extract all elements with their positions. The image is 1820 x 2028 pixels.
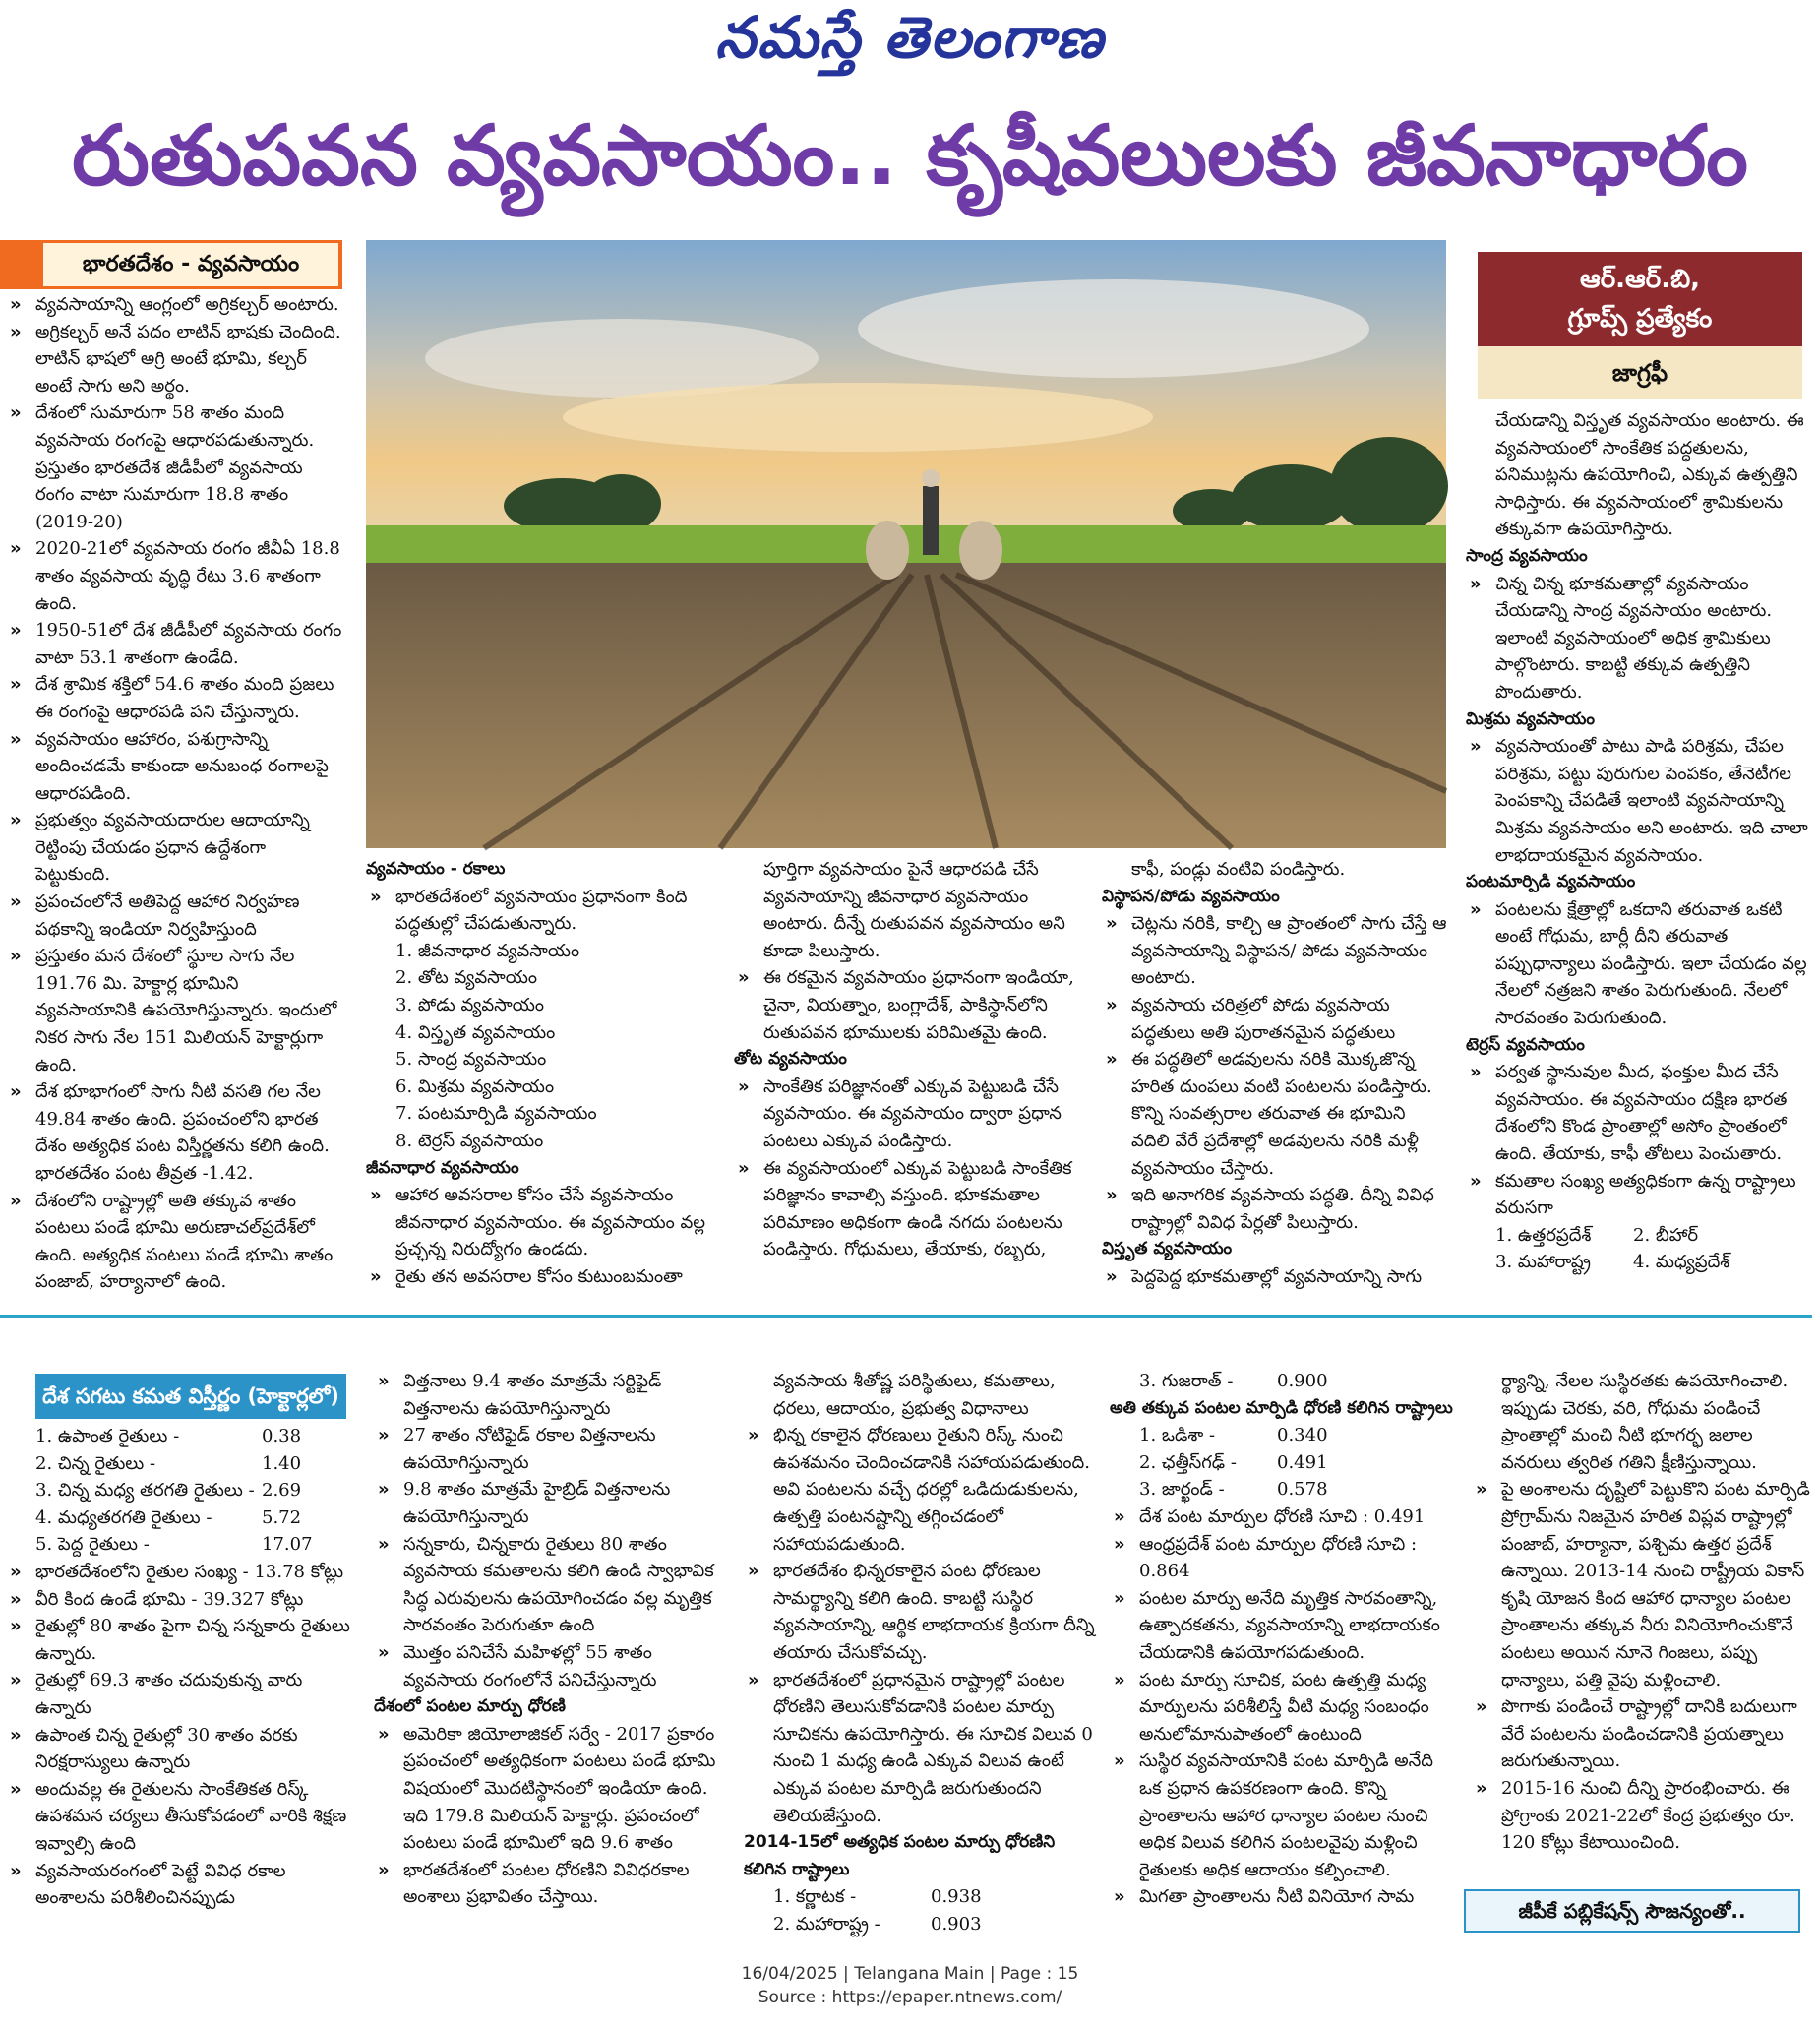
bullet-para: » రైతుల్లో 69.3 శాతం చదువుకున్న వారు ఉన్నారు — [6, 1667, 358, 1721]
row-value: 17.07 — [262, 1534, 313, 1556]
table-row — [6, 1450, 358, 1478]
bullet-para: » వ్యవసాయం ఆహారం, పశుగ్రాసాన్ని అందించడమే కాకుండా అనుబంధ రంగాలపై ఆధారపడింది. — [6, 726, 344, 808]
subheading: పంటమార్పిడి వ్యవసాయం — [1466, 872, 1636, 892]
bullet-para: » భారతదేశంలో ప్రధానమైన రాష్ట్రాల్లో పంటల ధోరణిని తెలుసుకోవడానికి పంటల మార్పు సూచికను ఉపయోగిస్తారు. ఈ సూచిక విలువ 0 నుంచి 1 మధ్య ఉండి ఎక్కువ విలువ ఉంటే ఎక్కువ పంటల మార్పిడి జరుగుతుందని తెలియజేస్తుంది. — [744, 1667, 1100, 1830]
row-label: 1. కర్ణాటక - — [773, 1886, 857, 1908]
bullet-para: » దేశ భూభాగంలో సాగు నీటి వసతి గల నేల 49.84 శాతం ఉంది. ప్రపంచంలోని భారత దేశం అత్యధిక పంట విస్తీర్ణతను కలిగి ఉంది. భారతదేశం పంట తీవ్రత -1.42. — [6, 1078, 344, 1187]
state-item: 4. మధ్యప్రదేశ్ — [1633, 1252, 1730, 1273]
rrb-groups-badge — [1478, 252, 1802, 399]
bullet-para: » భారతదేశంలో పంటల ధోరణిని వివిధరకాల అంశాలు ప్రభావితం చేస్తాయి. — [374, 1857, 730, 1911]
subheading: విస్తృత వ్యవసాయం — [1102, 1239, 1233, 1260]
row-value: 0.578 — [1277, 1479, 1328, 1501]
bullet-para: » ఈ రకమైన వ్యవసాయం ప్రధానంగా ఇండియా, చైనా, వియత్నాం, బంగ్లాదేశ్, పాకిస్థాన్‌లోని రుతుపవన భూములకు పరిమితమై ఉంది. — [734, 964, 1090, 1046]
bullet-para: » భారతదేశంలోని రైతుల సంఖ్య - 13.78 కోట్లు — [6, 1559, 358, 1586]
list-item: 4. విస్తృత వ్యవసాయం — [395, 1021, 556, 1043]
bottom-column-4 — [1110, 1368, 1460, 1908]
column-5 — [1466, 407, 1810, 1297]
row-value: 0.903 — [931, 1913, 982, 1935]
rrb-line1: ఆర్.ఆర్.బి, — [1579, 265, 1700, 294]
farmer-ploughing-photo — [366, 240, 1446, 848]
state-item: 3. మహారాష్ట్ర — [1495, 1252, 1591, 1273]
section-divider — [0, 1315, 1812, 1318]
list-item — [1466, 1249, 1810, 1276]
column-2 — [366, 856, 746, 1299]
row-label: 3. జార్ఖండ్ - — [1139, 1479, 1225, 1501]
subheading: సాంద్ర వ్యవసాయం — [1466, 545, 1588, 566]
row-label: 5. పెద్ద రైతులు - — [35, 1534, 150, 1556]
rrb-badge-top — [1478, 252, 1802, 346]
bullet-para: » వ్యవసాయరంగంలో పెట్టే వివిధ రకాల అంశాలను పరిశీలించినప్పుడు — [6, 1858, 358, 1912]
subheading: 2014-15లో అత్యధిక పంటల మార్పు ధోరణిని కలిగిన రాష్ట్రాలు — [744, 1832, 1056, 1879]
bullet-para: » 1950-51లో దేశ జీడీపీలో వ్యవసాయ రంగం వాటా 53.1 శాతంగా ఉండేది. — [6, 617, 344, 671]
section-title: భారతదేశం - వ్యవసాయం — [43, 243, 338, 286]
ap-index-value: 0.864 — [1139, 1561, 1190, 1582]
list-item: 8. టెర్రస్ వ్యవసాయం — [395, 1130, 544, 1151]
masthead: నమస్తే తెలంగాణ — [715, 4, 1105, 71]
table-row — [1110, 1422, 1460, 1449]
bullet-para: » రైతుల్లో 80 శాతం పైగా చిన్న సన్నకారు రైతులు ఉన్నారు. — [6, 1613, 358, 1667]
row-value: 0.491 — [1277, 1451, 1328, 1473]
bullet-para: » అగ్రికల్చర్ అనే పదం లాటిన్ భాషకు చెందింది. లాటిన్ భాషలో అగ్రి అంటే భూమి, కల్చర్ అంటే సాగు అని అర్థం. — [6, 319, 344, 400]
bullet-para: » కమతాల సంఖ్య అత్యధికంగా ఉన్న రాష్ట్రాలు వరుసగా — [1466, 1168, 1810, 1222]
ap-index-label: ఆంధ్రప్రదేశ్ పంట మార్పుల ధోరణి సూచి : — [1139, 1533, 1418, 1555]
row-label: 4. మధ్యతరగతి రైతులు - — [35, 1506, 212, 1528]
row-value: 1.40 — [262, 1452, 302, 1474]
subheading: విస్థాపన/పోడు వ్యవసాయం — [1102, 886, 1280, 906]
bullet-para: » పంట మార్పు సూచిక, పంట ఉత్పత్తి మధ్య మార్పులను పరిశీలిస్తే వీటి మధ్య సంబంధం అనులోమానుపాతంలో ఉంటుంది — [1110, 1667, 1460, 1749]
bullet-para: » దేశ శ్రామిక శక్తిలో 54.6 శాతం మంది ప్రజలు ఈ రంగంపై ఆధారపడి పని చేస్తున్నారు. — [6, 671, 344, 725]
holding-size-title: దేశ సగటు కమత విస్తీర్ణం (హెక్టార్లలో) — [35, 1374, 346, 1419]
bullet-para: » ఈ వ్యవసాయంలో ఎక్కువ పెట్టుబడి సాంకేతిక పరిజ్ఞానం కావాల్సి వస్తుంది. భూకమతాల పరిమాణం అధికంగా ఉండి నగదు పంటలను పండిస్తారు. గోధుమలు, తేయాకు, రబ్బరు, — [734, 1155, 1090, 1263]
section-title-box — [0, 240, 342, 289]
bullet-para: » విత్తనాలు 9.4 శాతం మాత్రమే సర్టిఫైడ్ విత్తనాలను ఉపయోగిస్తున్నారు — [374, 1368, 730, 1422]
table-row — [6, 1531, 358, 1559]
subheading: టెర్రస్ వ్యవసాయం — [1466, 1034, 1585, 1055]
bullet-para: » వ్యవసాయాన్ని ఆంగ్లంలో అగ్రికల్చర్ అంటారు. — [6, 291, 344, 319]
bullet-para: » అందువల్ల ఈ రైతులను సాంకేతికత రిస్క్ ఉపశమన చర్యలు తీసుకోవడంలో వారికి శిక్షణ ఇవ్వాల్సి ఉంది — [6, 1776, 358, 1858]
subheading: మిశ్రమ వ్యవసాయం — [1466, 708, 1596, 729]
table-row — [1110, 1449, 1460, 1477]
subheading: అతి తక్కువ పంటల మార్పిడి ధోరణి కలిగిన రాష్ట్రాలు — [1110, 1397, 1453, 1418]
bullet-para: » ఆహార అవసరాల కోసం చేసే వ్యవసాయం జీవనాధార వ్యవసాయం. ఈ వ్యవసాయం వల్ల ప్రచ్ఛన్న నిరుద్యోగం ఉండదు. — [366, 1182, 746, 1263]
bullet-para: » ప్రభుత్వం వ్యవసాయదారుల ఆదాయాన్ని రెట్టింపు చేయడం ప్రధాన ఉద్దేశంగా పెట్టుకుంది. — [6, 807, 344, 889]
list-item: 5. సాంద్ర వ్యవసాయం — [395, 1049, 547, 1071]
row-value: 2.69 — [262, 1480, 302, 1502]
bullet-para: » ఇది అనాగరిక వ్యవసాయ పద్ధతి. దీన్ని వివిధ రాష్ట్రాల్లో వివిధ పేర్లతో పిలుస్తారు. — [1102, 1182, 1448, 1236]
bullet-para — [1110, 1531, 1460, 1585]
bullet-para: » భారతదేశం భిన్నరకాలైన పంట ధోరణుల సామర్థ్యాన్ని కలిగి ఉంది. కాబట్టి సుస్థిర వ్యవసాయాన్ని, ఆర్థిక లాభదాయక క్రియగా దీన్ని తయారు చేసుకోవచ్చు. — [744, 1558, 1100, 1666]
list-item: 3. పోడు వ్యవసాయం — [395, 994, 544, 1015]
bullet-para: » పెద్దపెద్ద భూకమతాల్లో వ్యవసాయాన్ని సాగు — [1102, 1263, 1448, 1291]
bullet-para: » అమెరికా జియోలాజికల్ సర్వే - 2017 ప్రకారం ప్రపంచంలో అత్యధికంగా పంటలు పండే భూమి విషయంలో మొదటిస్థానంలో ఇండియా ఉంది. ఇది 179.8 మిలియన్ హెక్టార్లు. ప్రపంచంలో పంటలు పండే భూమిలో ఇది 9.6 శాతం — [374, 1721, 730, 1857]
footer-date: 16/04/2025 | Telangana Main | Page : 15 — [741, 1964, 1079, 1984]
row-label: 2. చిన్న రైతులు - — [35, 1452, 156, 1474]
list-item — [1466, 1222, 1810, 1250]
bullet-para: » వ్యవసాయంతో పాటు పాడి పరిశ్రమ, చేపల పరిశ్రమ, పట్టు పురుగుల పెంపకం, తేనెటీగల పెంపకాన్ని చేపడితే ఇలాంటి వ్యవసాయాన్ని మిశ్రమ వ్యవసాయం అని అంటారు. ఇది చాలా లాభదాయకమైన వ్యవసాయం. — [1466, 733, 1810, 869]
credit-box: జీపీకే పబ్లికేషన్స్ సౌజన్యంతో.. — [1464, 1889, 1800, 1933]
bullet-para: » పొగాకు పండించే రాష్ట్రాల్లో దానికి బదులుగా వేరే పంటలను పండించడానికి ప్రయత్నాలు జరుగుతున్నాయి. — [1472, 1693, 1810, 1775]
bullet-para: » సన్నకారు, చిన్నకారు రైతులు 80 శాతం వ్యవసాయ కమతాలను కలిగి ఉండి స్వాభావిక సిద్ధ ఎరువులను ఉపయోగించడం వల్ల మృత్తిక సారవంతం పెరుగుతూ ఉంది — [374, 1531, 730, 1639]
paragraph: వ్యవసాయ శీతోష్ణ పరిస్థితులు, కమతాలు, ధరలు, ఆదాయం, ప్రభుత్వ విధానాలు — [773, 1371, 1056, 1419]
bullet-para: » 2015-16 నుంచి దీన్ని ప్రారంభించారు. ఈ ప్రోగ్రాంకు 2021-22లో కేంద్ర ప్రభుత్వం రూ. 120 కోట్లు కేటాయించింది. — [1472, 1775, 1810, 1857]
bottom-column-5 — [1472, 1368, 1810, 1879]
bullet-para: » వీరి కింద ఉండే భూమి - 39.327 కోట్లు — [6, 1586, 358, 1614]
bullet-para: » మొత్తం పనిచేసే మహిళల్లో 55 శాతం వ్యవసాయ రంగంలోనే పనిచేస్తున్నారు — [374, 1639, 730, 1693]
row-value: 0.38 — [262, 1426, 302, 1446]
column-3 — [734, 856, 1090, 1299]
row-label: 1. ఒడిశా - — [1139, 1425, 1216, 1446]
list-item: 6. మిశ్రమ వ్యవసాయం — [395, 1075, 555, 1097]
table-row — [744, 1911, 1100, 1938]
state-item: 2. బీహార్ — [1633, 1224, 1699, 1246]
bullet-para: » పంటల మార్పు అనేది మృత్తిక సారవంతాన్ని, ఉత్పాదకతను, వ్యవసాయాన్ని లాభదాయకం చేయడానికి ఉపయోగపడుతుంది. — [1110, 1585, 1460, 1667]
table-row — [744, 1883, 1100, 1911]
table-row — [1110, 1368, 1460, 1395]
bullet-para: » పర్వత స్థానువుల మీద, ఫంక్తుల మీద చేసే వ్యవసాయం. ఈ వ్యవసాయం దక్షిణ భారత దేశంలోని కొండ ప్రాంతాల్లో అసోం ప్రాంతంలో ఉంది. తేయాకు, కాఫీ తోటలు పెంచుతారు. — [1466, 1059, 1810, 1167]
paragraph: పూర్తిగా వ్యవసాయం పైనే ఆధారపడి చేసే వ్యవసాయాన్ని జీవనాధార వ్యవసాయం అంటారు. దీన్నే రుతుపవన వ్యవసాయం అని కూడా పిలుస్తారు. — [763, 859, 1065, 961]
column-1 — [6, 291, 344, 1295]
bullet-para: » ప్రపంచంలోనే అతిపెద్ద ఆహార నిర్వహణ పథకాన్ని ఇండియా నిర్వహిస్తుంది — [6, 889, 344, 943]
subheading: జీవనాధార వ్యవసాయం — [366, 1157, 519, 1178]
row-value: 5.72 — [262, 1506, 302, 1528]
page-headline: రుతుపవన వ్యవసాయం.. కృషీవలులకు జీవనాధారం — [72, 107, 1748, 204]
bullet-para: » భిన్న రకాలైన ధోరణులు రైతుని రిస్క్ నుంచి ఉపశమనం చెందించడానికి సహాయపడుతుంది. అవి పంటలను వచ్చే ధరల్లో ఒడిదుడుకులను, ఉత్పత్తి పంటనష్టాన్ని తగ్గించడంలో సహాయపడుతుంది. — [744, 1422, 1100, 1558]
state-item: 1. ఉత్తరప్రదేశ్ — [1495, 1224, 1592, 1246]
row-value: 0.900 — [1277, 1371, 1328, 1391]
row-value: 0.340 — [1277, 1425, 1328, 1446]
bullet-para: » 9.8 శాతం మాత్రమే హైబ్రిడ్ విత్తనాలను ఉపయోగిస్తున్నారు — [374, 1476, 730, 1530]
bullet-para: » చెట్లను నరికి, కాల్చి ఆ ప్రాంతంలో సాగు చేస్తే ఆ వ్యవసాయాన్ని విస్థాపన/ పోడు వ్యవసాయం అంటారు. — [1102, 910, 1448, 992]
footer-source: Source : https://epaper.ntnews.com/ — [758, 1988, 1062, 2007]
bullet-para: » ప్రస్తుతం మన దేశంలో స్థూల సాగు నేల 191.76 మి. హెక్టార్ల భూమిని వ్యవసాయానికి ఉపయోగిస్తున్నారు. ఇందులో నికర సాగు నేల 151 మిలియన్ హెక్టార్లుగా ఉంది. — [6, 943, 344, 1078]
bullet-para: » దేశ పంట మార్పుల ధోరణి సూచి : 0.491 — [1110, 1504, 1460, 1531]
bullet-para: » భారతదేశంలో వ్యవసాయం ప్రధానంగా కింది పద్ధతుల్లో చేపడుతున్నారు. — [366, 884, 746, 938]
bottom-column-2 — [374, 1368, 730, 1908]
photo-illustration — [366, 240, 1446, 848]
bullet-para: » మిగతా ప్రాంతాలను నీటి వినియోగ సామ — [1110, 1883, 1460, 1911]
row-label: 3. గుజరాత్ - — [1139, 1371, 1234, 1391]
bottom-column-1 — [6, 1423, 358, 1909]
bullet-para: » ఉపాంత చిన్న రైతుల్లో 30 శాతం వరకు నిరక్షరాస్యులు ఉన్నారు — [6, 1722, 358, 1776]
bullet-para: » దేశంలో సుమారుగా 58 శాతం మంది వ్యవసాయ రంగంపై ఆధారపడుతున్నారు. ప్రస్తుతం భారతదేశ జీడీపీలో వ్యవసాయ రంగం వాటా సుమారుగా 18.8 శాతం (2019-20) — [6, 399, 344, 535]
column-4 — [1102, 856, 1448, 1299]
bullet-para: » 27 శాతం నోటిఫైడ్ రకాల విత్తనాలను ఉపయోగిస్తున్నారు — [374, 1422, 730, 1476]
subheading: తోట వ్యవసాయం — [734, 1049, 847, 1070]
bullet-para: » పంటలను క్షేత్రాల్లో ఒకదాని తరువాత ఒకటి అంటే గోధుమ, బార్లీ దీని తరువాత పప్పుధాన్యాలు పండిస్తారు. ఇలా చేయడం వల్ల నేలలో నత్రజని శాతం పెరుగుతుంది. నేలలో సారవంతం పెరుగుతుంది. — [1466, 896, 1810, 1032]
bottom-column-3 — [744, 1368, 1100, 1935]
list-item: 1. జీవనాధార వ్యవసాయం — [395, 940, 580, 961]
bullet-para: » 2020-21లో వ్యవసాయ రంగం జీవీఏ 18.8 శాతం వ్యవసాయ వృద్ధి రేటు 3.6 శాతంగా ఉంది. — [6, 535, 344, 617]
bullet-para: » దేశంలోని రాష్ట్రాల్లో అతి తక్కువ శాతం పంటలు పండే భూమి అరుణాచల్‌ప్రదేశ్‌లో ఉంది. అత్యధిక పంటలు పండే భూమి శాతం పంజాబ్, హర్యానాలో ఉంది. — [6, 1188, 344, 1296]
table-row — [6, 1423, 358, 1450]
table-row — [6, 1505, 358, 1532]
table-row — [6, 1477, 358, 1505]
subheading: వ్యవసాయం - రకాలు — [366, 859, 506, 879]
list-item: 7. పంటమార్పిడి వ్యవసాయం — [395, 1103, 597, 1125]
bullet-para: » చిన్న చిన్న భూకమతాల్లో వ్యవసాయం చేయడాన్ని సాంద్ర వ్యవసాయం అంటారు. ఇలాంటి వ్యవసాయంలో అధిక శ్రామికులు పాల్గొంటారు. కాబట్టి తక్కువ ఉత్పత్తిని పొందుతారు. — [1466, 571, 1810, 707]
paragraph: కాఫీ, పండ్లు వంటివి పండిస్తారు. — [1131, 859, 1346, 880]
bullet-para: » సాంకేతిక పరిజ్ఞానంతో ఎక్కువ పెట్టుబడి చేసే వ్యవసాయం. ఈ వ్యవసాయం ద్వారా ప్రధాన పంటలు ఎక్కువ పండిస్తారు. — [734, 1074, 1090, 1155]
subject-label: జాగ్రఫీ — [1478, 346, 1802, 399]
row-label: 1. ఉపాంత రైతులు - — [35, 1426, 180, 1446]
table-row — [1110, 1476, 1460, 1504]
bullet-para: » సుస్థిర వ్యవసాయానికి పంట మార్పిడి అనేది ఒక ప్రధాన ఉపకరణంగా ఉంది. కొన్ని ప్రాంతాలను ఆహార ధాన్యాల పంటల నుంచి అధిక విలువ కలిగిన పంటలవైపు మళ్లించి రైతులకు అధిక ఆదాయం కల్పించాలి. — [1110, 1748, 1460, 1883]
row-label: 2. మహారాష్ట్ర - — [773, 1913, 880, 1935]
row-label: 3. చిన్న మధ్య తరగతి రైతులు - — [35, 1480, 255, 1502]
subheading: దేశంలో పంటల మార్పు ధోరణి — [374, 1696, 566, 1717]
bullet-para: » పై అంశాలను దృష్టిలో పెట్టుకొని పంట మార్పిడి ప్రోగ్రామ్‌ను నిజమైన హరిత విప్లవ రాష్ట్రాల్లో పంజాబ్, హర్యానా, పశ్చిమ ఉత్తర ప్రదేశ్ ఉన్నాయి. 2013-14 నుంచి రాష్ట్రీయ వికాస్ కృషి యోజన కింద ఆహార ధాన్యాల పంటల ప్రాంతాలను తక్కువ నీరు వినియోగించుకొనే పంటలు అయిన నూనె గింజలు, పప్పు ధాన్యాలు, పత్తి వైపు మళ్లించాలి. — [1472, 1476, 1810, 1693]
row-label: 2. ఛత్తీస్‌గఢ్ - — [1139, 1451, 1237, 1473]
bullet-para: » వ్యవసాయ చరిత్రలో పోడు వ్యవసాయ పద్ధతులు అతి పురాతనమైన పద్ధతులు — [1102, 992, 1448, 1046]
bullet-para: » ఈ పద్ధతిలో అడవులను నరికి మొక్కజొన్న హరిత దుంపలు వంటి పంటలను పండిస్తారు. కొన్ని సంవత్సరాల తరువాత ఈ భూమిని వదిలి వేరే ప్రదేశాల్లో అడవులను నరికి మళ్లీ వ్యవసాయం చేస్తారు. — [1102, 1046, 1448, 1182]
list-item: 2. తోట వ్యవసాయం — [395, 967, 537, 989]
row-value: 0.938 — [931, 1886, 982, 1908]
paragraph: చేయడాన్ని విస్తృత వ్యవసాయం అంటారు. ఈ వ్యవసాయంలో సాంకేతిక పద్ధతులను, పనిముట్లను ఉపయోగించి, ఎక్కువ ఉత్పత్తిని సాధిస్తారు. ఈ వ్యవసాయంలో శ్రామికులను తక్కువగా ఉపయోగిస్తారు. — [1495, 410, 1804, 540]
rrb-line2: గ్రూప్స్ ప్రత్యేకం — [1567, 304, 1713, 334]
paragraph: ర్థ్యాన్ని, నేలల సుస్థిరతకు ఉపయోగించాలి. ఇప్పుడు చెరకు, వరి, గోధుమ పండించే ప్రాంతాల్లో మంచి నీటి భూగర్భ జలాల వనరులు త్వరిత గతిని క్షీణిస్తున్నాయి. — [1501, 1371, 1789, 1473]
bullet-para: » రైతు తన అవసరాల కోసం కుటుంబమంతా — [366, 1263, 746, 1291]
